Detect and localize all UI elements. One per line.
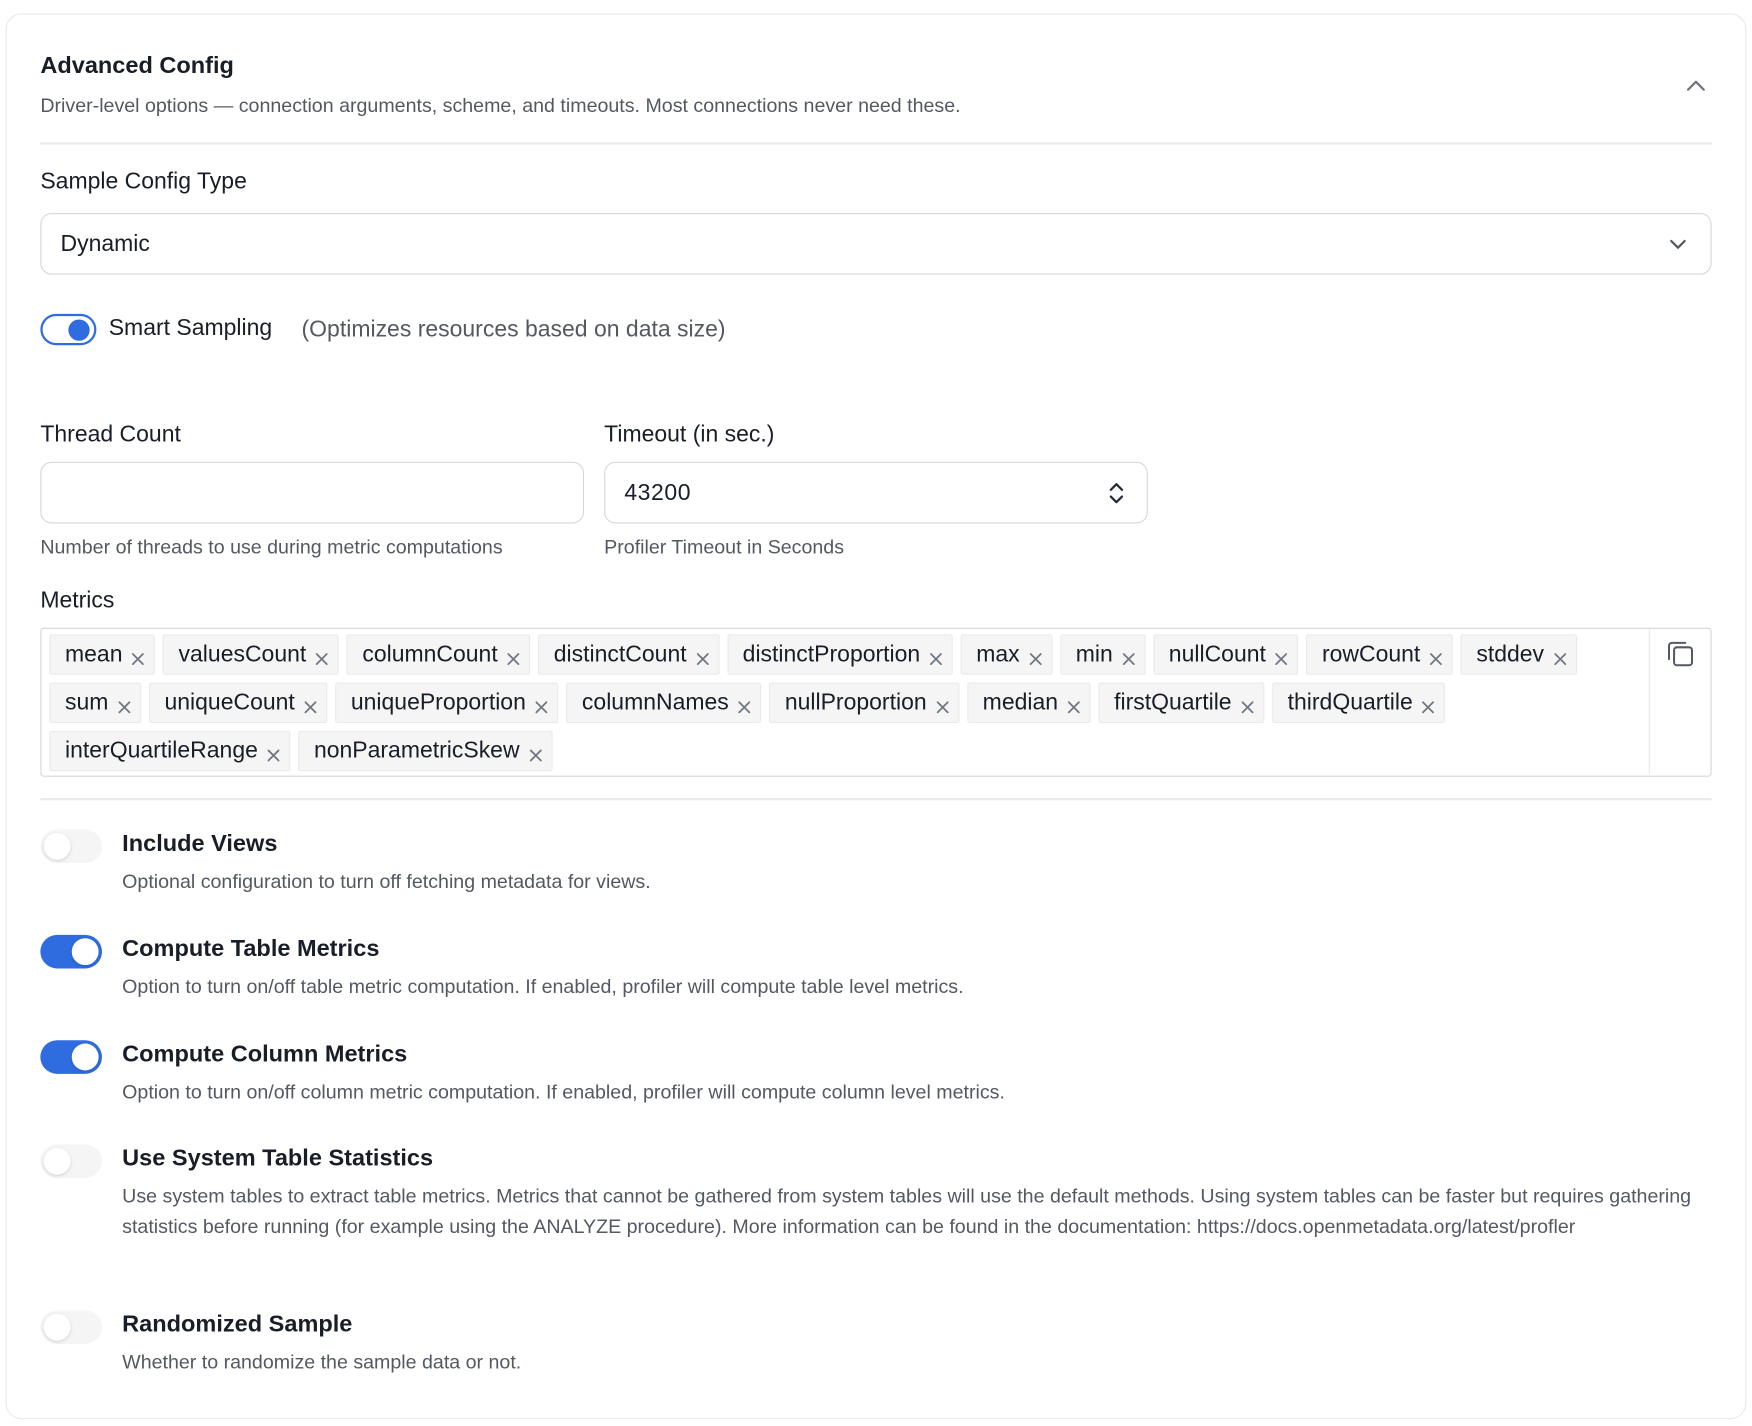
metric-tag <box>1306 634 1453 674</box>
close-icon[interactable] <box>934 695 950 711</box>
timeout-value: 43200 <box>624 479 692 506</box>
metric-tag <box>49 731 290 771</box>
copy-button[interactable] <box>1649 629 1711 775</box>
close-icon[interactable] <box>928 647 944 663</box>
metric-tag-label: columnNames <box>581 689 729 716</box>
metric-tag <box>49 683 141 723</box>
close-icon[interactable] <box>1421 695 1437 711</box>
stepper-icon[interactable] <box>1104 478 1129 509</box>
toggle-knob <box>44 1314 71 1341</box>
option-title: Compute Column Metrics <box>122 1041 408 1068</box>
chevron-down-icon <box>1666 232 1691 257</box>
header-divider <box>40 142 1711 144</box>
option-toggle[interactable] <box>40 1310 102 1344</box>
close-icon[interactable] <box>303 695 319 711</box>
thread-count-label: Thread Count <box>40 421 181 448</box>
smart-sampling-toggle[interactable] <box>40 314 96 345</box>
close-icon[interactable] <box>1428 647 1444 663</box>
sample-config-select[interactable] <box>40 213 1711 275</box>
sample-config-label: Sample Config Type <box>40 168 247 194</box>
close-icon[interactable] <box>116 695 132 711</box>
metric-tag-label: valuesCount <box>178 641 307 667</box>
toggle-knob <box>44 1148 71 1175</box>
metric-tag-label: firstQuartile <box>1114 689 1232 716</box>
metric-tag <box>1272 683 1445 723</box>
metric-tag <box>49 634 155 674</box>
metric-tag-label: nonParametricSkew <box>313 737 520 764</box>
metrics-tag-list <box>49 634 1646 771</box>
metric-tag-label: nullProportion <box>784 689 927 716</box>
metric-tag <box>769 683 959 723</box>
metric-tag-label: uniqueProportion <box>350 689 526 716</box>
metric-tag-label: uniqueCount <box>164 689 295 716</box>
option-description: Option to turn on/off column metric computation. If enabled, profiler will compute column level metrics. <box>122 1080 1005 1103</box>
metric-tag-label: max <box>976 641 1020 667</box>
close-icon[interactable] <box>737 695 753 711</box>
copy-icon <box>1663 637 1697 671</box>
metric-tag-label: distinctProportion <box>742 641 921 667</box>
option-description: Optional configuration to turn off fetching metadata for views. <box>122 869 651 893</box>
timeout-label: Timeout (in sec.) <box>604 421 775 448</box>
metric-tag-label: rowCount <box>1321 641 1421 667</box>
metric-tag <box>1461 634 1577 674</box>
close-icon[interactable] <box>506 647 522 663</box>
options-divider <box>40 798 1711 800</box>
metric-tag <box>566 683 761 723</box>
close-icon[interactable] <box>694 647 710 663</box>
metric-tag-label: nullCount <box>1168 641 1266 667</box>
close-icon[interactable] <box>266 743 282 759</box>
metric-tag-label: min <box>1075 641 1113 667</box>
close-icon[interactable] <box>130 647 146 663</box>
option-description: Whether to randomize the sample data or not. <box>122 1350 522 1374</box>
option-toggle[interactable] <box>40 829 102 863</box>
close-icon[interactable] <box>534 695 550 711</box>
option-title: Include Views <box>122 830 278 857</box>
sample-config-value: Dynamic <box>60 230 150 257</box>
option-title: Compute Table Metrics <box>122 935 380 962</box>
metrics-tag-input[interactable] <box>40 628 1711 777</box>
metric-tag-label: distinctCount <box>553 641 687 667</box>
chevron-up-icon[interactable] <box>1681 72 1710 101</box>
metric-tag-label: interQuartileRange <box>65 737 258 764</box>
toggle-knob <box>72 938 99 965</box>
option-toggle[interactable] <box>40 1040 102 1074</box>
metric-tag-label: columnCount <box>362 641 498 667</box>
toggle-knob <box>68 319 89 340</box>
option-description: Use system tables to extract table metrics. Metrics that cannot be gathered from system tables will use the default methods. Using system tables can be faster but requires gathering statistics before running (for example using the ANALYZE procedure). More information can be found in the documentation: https://docs.openmetadata.org/latest/profler <box>122 1184 1692 1238</box>
timeout-help: Profiler Timeout in Seconds <box>604 535 845 559</box>
metric-tag-label: sum <box>65 689 109 716</box>
metric-tag <box>163 634 339 674</box>
section-title: Advanced Config <box>40 52 234 79</box>
option-toggle[interactable] <box>40 935 102 969</box>
thread-count-input[interactable] <box>40 462 584 524</box>
metric-tag <box>1153 634 1298 674</box>
metric-tag <box>1098 683 1264 723</box>
metric-tag <box>298 731 552 771</box>
close-icon[interactable] <box>1121 647 1137 663</box>
metric-tag-label: thirdQuartile <box>1287 689 1413 716</box>
close-icon[interactable] <box>314 647 330 663</box>
close-icon[interactable] <box>527 743 543 759</box>
timeout-input[interactable] <box>604 462 1148 524</box>
metric-tag <box>961 634 1053 674</box>
metric-tag-label: mean <box>65 641 123 667</box>
metric-tag <box>727 634 953 674</box>
thread-count-help: Number of threads to use during metric computations <box>40 535 503 559</box>
metric-tag <box>967 683 1091 723</box>
close-icon[interactable] <box>1239 695 1255 711</box>
close-icon[interactable] <box>1028 647 1044 663</box>
metric-tag-label: median <box>982 689 1059 716</box>
metric-tag <box>149 683 328 723</box>
metric-tag <box>1060 634 1145 674</box>
smart-sampling-label: Smart Sampling <box>108 314 273 341</box>
metric-tag-label: stddev <box>1476 641 1545 667</box>
metric-tag <box>335 683 558 723</box>
smart-sampling-hint: (Optimizes resources based on data size) <box>301 316 726 342</box>
option-toggle[interactable] <box>40 1144 102 1178</box>
toggle-knob <box>44 833 71 860</box>
option-title: Use System Table Statistics <box>122 1145 434 1172</box>
metric-tag <box>347 634 531 674</box>
option-title: Randomized Sample <box>122 1311 353 1338</box>
metric-tag <box>538 634 719 674</box>
section-subtitle: Driver-level options — connection arguments, scheme, and timeouts. Most connections never need these. <box>40 94 961 117</box>
option-description: Option to turn on/off table metric computation. If enabled, profiler will compute table level metrics. <box>122 975 964 998</box>
close-icon[interactable] <box>1552 647 1568 663</box>
close-icon[interactable] <box>1274 647 1290 663</box>
toggle-knob <box>72 1044 99 1071</box>
close-icon[interactable] <box>1066 695 1082 711</box>
metrics-label: Metrics <box>40 587 115 614</box>
